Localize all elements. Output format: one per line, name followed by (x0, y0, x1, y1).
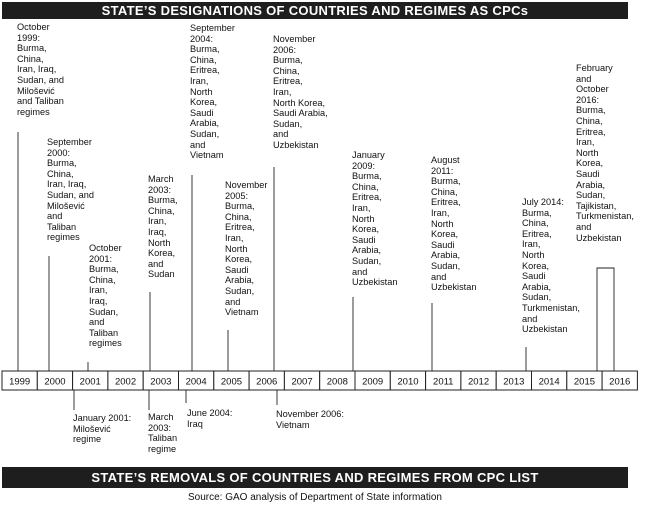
year-label: 2015 (573, 376, 596, 388)
year-cell (390, 371, 425, 390)
designation-2014: July 2014: Burma, China, Eritrea, Iran, North Korea, Saudi Arabia, Sudan, Turkmenistan, and Uzbekistan (522, 197, 580, 335)
year-label: 2004 (185, 376, 207, 388)
year-label: 2016 (609, 376, 631, 388)
year-cell (461, 371, 496, 390)
year-label: 2009 (362, 376, 384, 388)
designation-2004: September 2004: Burma, China, Eritrea, Iran, North Korea, Saudi Arabia, Sudan, and Vietnam (190, 23, 235, 161)
year-cell (426, 371, 461, 390)
designation-2006: November 2006: Burma, China, Eritrea, Iran, North Korea, Saudi Arabia, Sudan, and Uzbekistan (273, 34, 328, 150)
year-label: 2001 (79, 376, 101, 388)
removals-title: STATE’S REMOVALS OF COUNTRIES AND REGIMES FROM CPC LIST (91, 470, 539, 485)
designations-title: STATE’S DESIGNATIONS OF COUNTRIES AND REGIMES AS CPCs (101, 3, 529, 18)
designation-1999: October 1999: Burma, China, Iran, Iraq, Sudan, and Milošević and Taliban regimes (17, 22, 65, 117)
year-label: 2013 (503, 376, 525, 388)
year-cell (284, 371, 319, 390)
designation-2001: October 2001: Burma, China, Iran, Iraq, Sudan, and Taliban regimes (89, 243, 122, 349)
year-label: 2006 (256, 376, 278, 388)
year-cell (214, 371, 249, 390)
year-label: 2000 (44, 376, 66, 388)
year-cell (567, 371, 602, 390)
year-label: 2005 (220, 376, 243, 388)
year-cell (602, 371, 637, 390)
year-cell (143, 371, 178, 390)
year-cell (249, 371, 284, 390)
year-label: 2011 (433, 376, 454, 388)
year-label: 2007 (291, 376, 313, 388)
year-cell (320, 371, 355, 390)
designation-connector-2016 (597, 268, 614, 371)
removals-banner (2, 467, 628, 488)
year-label: 2012 (467, 376, 490, 388)
year-label: 2014 (538, 376, 560, 388)
designation-2009: January 2009: Burma, China, Eritrea, Iran, North Korea, Saudi Arabia, Sudan, and Uzbekistan (352, 150, 398, 288)
year-label: 2003 (150, 376, 172, 388)
year-cell (496, 371, 531, 390)
removal-2006: November 2006: Vietnam (276, 409, 344, 430)
year-cell (73, 371, 108, 390)
year-cell (532, 371, 567, 390)
year-cell (355, 371, 390, 390)
designation-2011: August 2011: Burma, China, Eritrea, Iran, North Korea, Saudi Arabia, Sudan, and Uzbekistan (431, 155, 477, 293)
source-note: Source: GAO analysis of Department of State information (187, 492, 442, 503)
designation-2016: February and October 2016: Burma, China, Eritrea, Iran, North Korea, Saudi Arabia, Sudan, Tajikistan, Turkmenistan, and Uzbekistan (576, 63, 634, 243)
year-label: 2002 (114, 376, 137, 388)
year-label: 2008 (326, 376, 348, 388)
designation-2003: March 2003: Burma, China, Iran, Iraq, North Korea, and Sudan (148, 174, 178, 280)
removal-2001: January 2001: Milošević regime (73, 413, 132, 445)
designation-2005: November 2005: Burma, China, Eritrea, Iran, North Korea, Saudi Arabia, Sudan, and Vietnam (225, 180, 268, 318)
year-cell (2, 371, 37, 390)
year-cell (37, 371, 72, 390)
year-label: 1999 (9, 376, 31, 388)
year-label: 2010 (397, 376, 419, 388)
year-cell (108, 371, 143, 390)
year-cell (179, 371, 214, 390)
removal-2004: June 2004: Iraq (187, 408, 233, 429)
designation-2000: September 2000: Burma, China, Iran, Iraq, Sudan, and Milošević and Taliban regimes (47, 137, 95, 243)
removal-2003: March 2003: Taliban regime (148, 412, 178, 454)
